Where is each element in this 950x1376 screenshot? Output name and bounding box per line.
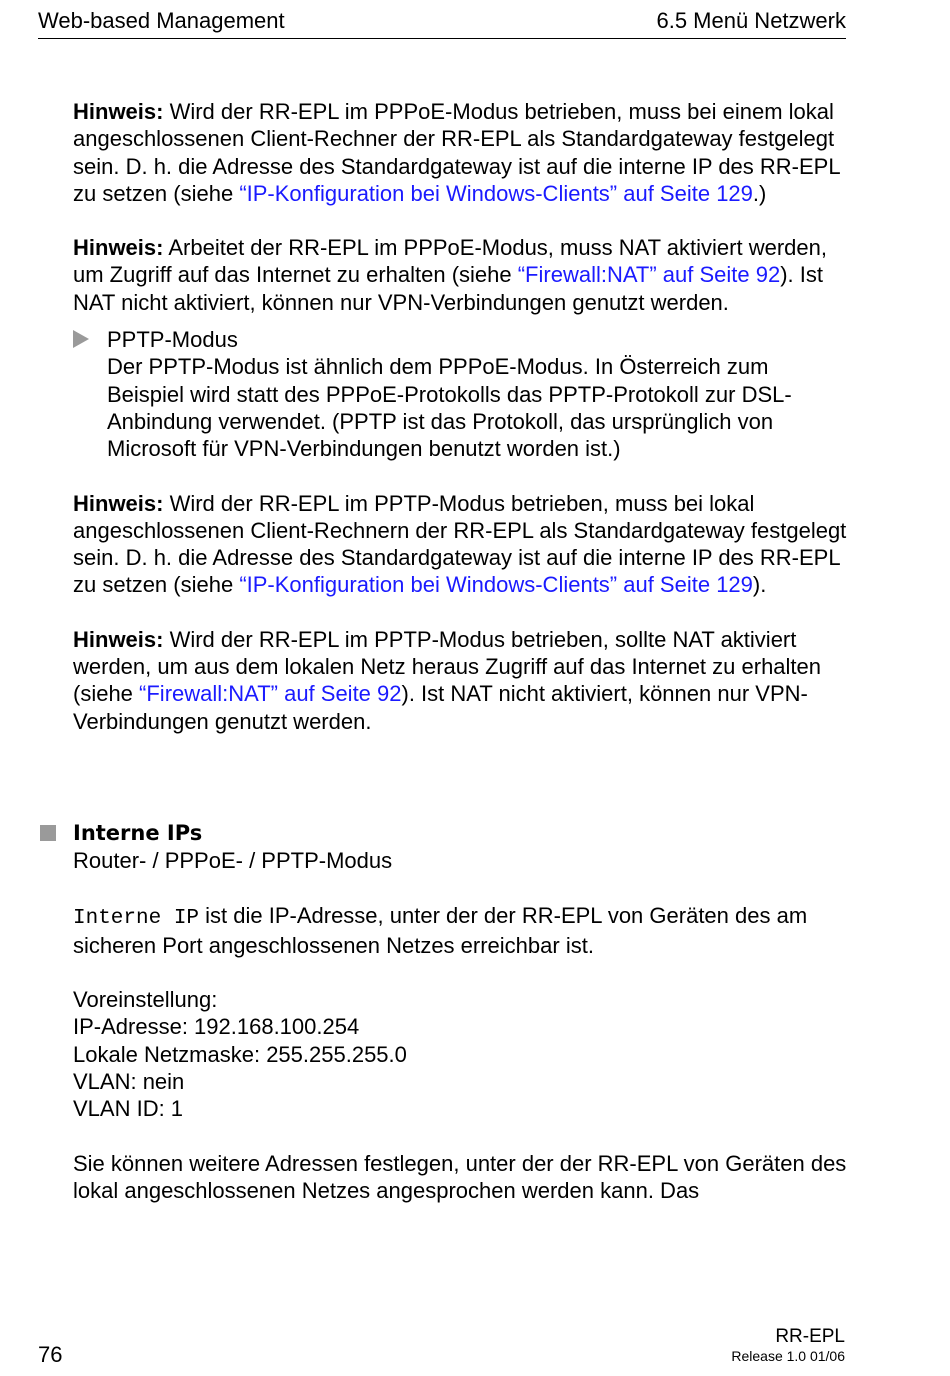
field-name-code: Interne IP — [73, 906, 200, 930]
section-interne-ips — [73, 820, 848, 875]
link-ip-config[interactable]: “IP-Konfiguration bei Windows-Clients” auf Seite 129 — [239, 572, 753, 598]
note-text: Wird der RR-EPL im PPTP-Modus betrieben, muss bei lokal angeschlossenen Client-Rechnern der RR-EPL als Standardgateway festgelegt sein. D. h. die Adresse des Standardgateway ist auf die interne IP des RR-EPL zu setzen (siehe — [73, 490, 847, 598]
page-content — [73, 98, 848, 1204]
closing-paragraph: Sie können weitere Adressen festlegen, unter der der RR-EPL von Geräten des lokal angeschlossenen Netzes angesprochen werden kann. Das — [73, 1150, 847, 1203]
note-label: Hinweis: — [73, 99, 164, 124]
section-title: Interne IPs — [73, 820, 203, 845]
section-description — [73, 902, 848, 960]
default-vlan: VLAN: nein — [73, 1069, 185, 1095]
link-ip-config[interactable]: “IP-Konfiguration bei Windows-Clients” auf Seite 129 — [239, 180, 753, 206]
note-text-end: ). Ist NAT nicht aktiviert, können nur VPN-Verbindungen genutzt werden. — [73, 681, 808, 734]
page-header — [38, 8, 846, 39]
bullet-title: PPTP-Modus — [107, 327, 238, 353]
note-pptp-gateway — [73, 490, 848, 599]
default-vlan-id: VLAN ID: 1 — [73, 1096, 184, 1122]
note-text: Wird der RR-EPL im PPTP-Modus betrieben, sollte NAT aktiviert werden, um aus dem lokalen Netz heraus Zugriff auf das Internet zu erhalten (siehe — [73, 626, 822, 707]
note-label: Hinweis: — [73, 490, 164, 516]
note-pppoe-gateway — [73, 98, 848, 207]
description-text: ist die IP-Adresse, unter der der RR-EPL von Geräten des am sicheren Port angeschlossenen Netzes erreichbar ist. — [73, 902, 808, 958]
link-firewall-nat[interactable]: “Firewall:NAT” auf Seite 92 — [139, 681, 402, 707]
header-right: 6.5 Menü Netzwerk — [656, 8, 846, 33]
note-text: Arbeitet der RR-EPL im PPPoE-Modus, muss NAT aktiviert werden, um Zugriff auf das Internet zu erhalten (siehe — [73, 235, 827, 288]
note-label: Hinweis: — [73, 235, 164, 261]
release-info: Release 1.0 01/06 — [731, 1348, 845, 1364]
default-ip-address: IP-Adresse: 192.168.100.254 — [73, 1014, 360, 1040]
note-label: Hinweis: — [73, 626, 164, 652]
note-pptp-nat — [73, 626, 848, 735]
link-firewall-nat[interactable]: “Firewall:NAT” auf Seite 92 — [517, 262, 781, 288]
page-number: 76 — [38, 1342, 63, 1367]
note-text: Wird der RR-EPL im PPPoE-Modus betrieben, muss bei einem lokal angeschlossenen Client-Rechner der RR-EPL als Standardgateway festgelegt sein. D. h. die Adresse des Standardgateway ist auf die interne IP des RR-EPL zu setzen (siehe — [73, 99, 840, 206]
bullet-text: Der PPTP-Modus ist ähnlich dem PPPoE-Modus. In Österreich zum Beispiel wird statt des PPPoE-Protokolls das PPTP-Protokoll zur DSL-Anbindung verwendet. (PPTP ist das Protokoll, das ursprünglich von Microsoft für VPN-Verbindungen benutzt worden ist.) — [107, 354, 792, 462]
square-bullet-icon — [40, 825, 56, 841]
bullet-pptp-mode — [73, 326, 848, 462]
note-pppoe-nat — [73, 234, 848, 316]
triangle-bullet-icon — [73, 330, 89, 348]
page-footer — [731, 1326, 845, 1364]
defaults-label: Voreinstellung: — [73, 987, 218, 1013]
header-left: Web-based Management — [38, 8, 285, 33]
note-text-end: .) — [752, 180, 767, 206]
note-text-end: ). — [752, 572, 767, 598]
product-name: RR-EPL — [775, 1326, 845, 1347]
default-netmask: Lokale Netzmaske: 255.255.255.0 — [73, 1041, 407, 1067]
section-subtitle: Router- / PPPoE- / PPTP-Modus — [73, 848, 393, 874]
note-text-end: ). Ist NAT nicht aktiviert, können nur VPN-Verbindungen genutzt werden. — [73, 262, 823, 315]
